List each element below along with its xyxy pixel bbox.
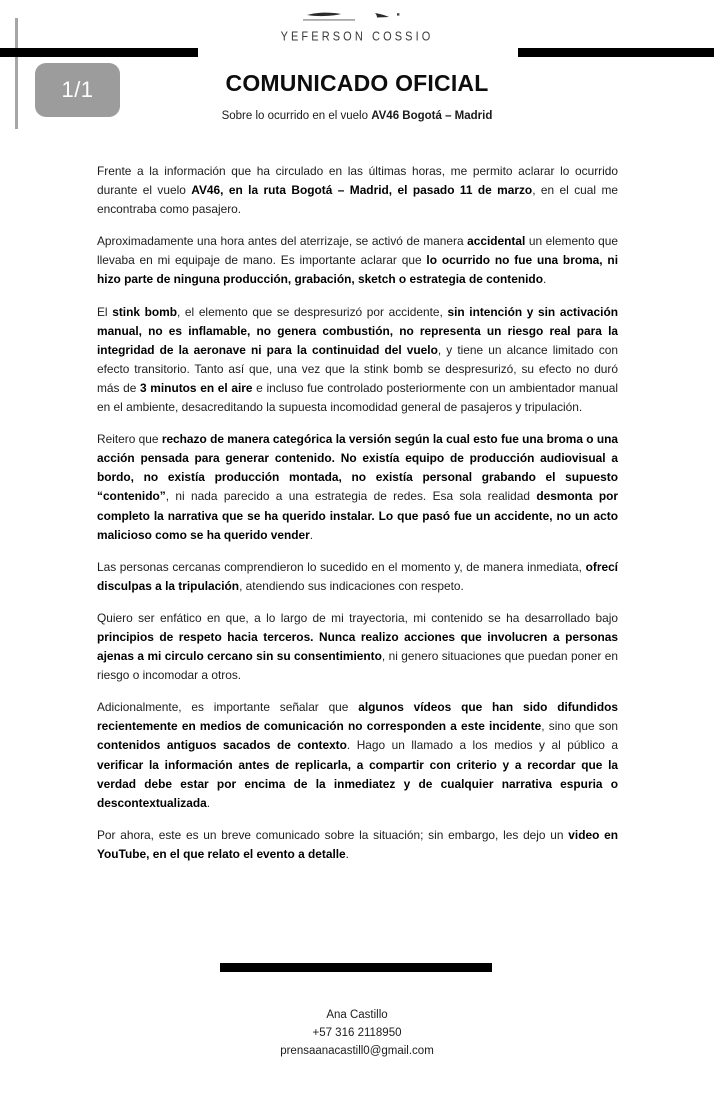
page-title: COMUNICADO OFICIAL xyxy=(225,70,489,96)
text-run: , sino que son xyxy=(541,719,618,734)
body-paragraph-p2 xyxy=(97,232,618,289)
page-number-label: 1/1 xyxy=(61,77,94,102)
emphasis-run: ofrecí disculpas a la tripulación xyxy=(97,559,618,593)
body-paragraph-p5 xyxy=(97,558,618,596)
emphasis-run: accidental xyxy=(467,234,526,249)
page-subtitle xyxy=(0,110,714,122)
footer-bar xyxy=(220,963,492,972)
document-body xyxy=(97,162,618,864)
text-run: Frente a la información que ha circulado en las últimas horas, me permito aclarar lo ocurrido durante el vuelo xyxy=(97,164,618,198)
text-run: , ni genero situaciones que puedan poner en riesgo o incomodar a otros. xyxy=(97,649,618,683)
header-bar-left xyxy=(0,48,198,57)
body-paragraph-p3 xyxy=(97,303,618,418)
text-run: . xyxy=(345,846,349,861)
body-paragraph-p7 xyxy=(97,698,618,813)
text-run: . xyxy=(206,795,211,810)
emphasis-run: lo ocurrido no fue una broma, ni hizo parte de ninguna producción, grabación, sketch o estrategia de contenido xyxy=(97,253,618,287)
text-run: , ni nada parecido a una estrategia de redes. Esa sola realidad xyxy=(165,489,537,504)
text-run: Reitero que xyxy=(97,432,162,447)
emphasis-run: sin intención y sin activación manual, no es inflamable, no genera combustión, no representa un riesgo real para la integridad de la aeronave ni para la continuidad del vuelo xyxy=(97,304,618,357)
text-run: . xyxy=(542,272,547,287)
text-run: Por ahora, este es un breve comunicado sobre la situación; sin embargo, les dejo un xyxy=(97,827,569,842)
emphasis-run: desmonta por completo la narrativa que se ha querido instalar. Lo que pasó fue un accidente, no un acto malicioso como se ha querido vender xyxy=(97,489,618,542)
text-run: , atendiendo sus indicaciones con respeto. xyxy=(239,578,464,593)
subtitle-flight: AV46 Bogotá – Madrid xyxy=(371,110,493,122)
emphasis-run: 3 minutos en el aire xyxy=(140,380,253,395)
contact-phone: +57 316 2118950 xyxy=(312,1027,402,1039)
emphasis-run: contenidos antiguos sacados de contexto xyxy=(97,738,347,753)
header-bar-right xyxy=(518,48,714,57)
emphasis-run: verificar la información antes de replicarla, a compartir con criterio y a recordar que la verdad debe estar por encima de la inmediatez y de cualquier narrativa espuria o descontextualizada xyxy=(97,757,618,810)
signature-mark-icon xyxy=(297,8,417,28)
subtitle-prefix: Sobre lo ocurrido en el vuelo xyxy=(221,110,372,122)
body-paragraph-p1 xyxy=(97,162,618,219)
text-run: Quiero ser enfático en que, a lo largo de mi trayectoria, mi contenido se ha desarrollado bajo xyxy=(97,610,618,625)
text-run: . xyxy=(309,527,314,542)
text-run: , en el cual me encontraba como pasajero. xyxy=(97,183,618,217)
body-paragraph-p8 xyxy=(97,826,618,864)
emphasis-run: algunos vídeos que han sido difundidos recientemente en medios de comunicación no corresponden a este incidente xyxy=(97,700,618,734)
brand-name: YEFERSON COSSIO xyxy=(280,30,434,45)
emphasis-run: principios de respeto hacia terceros. Nunca realizo acciones que involucren a personas ajenas a mi circulo cercano sin su consentimiento xyxy=(97,629,618,664)
text-run: e incluso fue controlado posteriormente con un ambientador manual en el ambiente, desacreditando la supuesta incomodidad general de pasajeros y tripulación. xyxy=(97,380,618,415)
text-run: , y tiene un alcance limitado con efecto transitorio. Tanto así que, una vez que la stink bomb se despresurizó, su efecto no duró más de xyxy=(97,342,618,395)
text-run: . Hago un llamado a los medios y al público a xyxy=(346,738,618,753)
body-paragraph-p6 xyxy=(97,609,618,685)
emphasis-run: AV46, en la ruta Bogotá – Madrid, el pasado 11 de marzo xyxy=(191,183,533,198)
text-run: , el elemento que se despresurizó por accidente, xyxy=(176,304,448,319)
text-run: Las personas cercanas comprendieron lo sucedido en el momento y, de manera inmediata, xyxy=(97,559,586,574)
text-run: un elemento que llevaba en mi equipaje de mano. Es importante aclarar que xyxy=(97,234,618,268)
text-run: Aproximadamente una hora antes del aterrizaje, se activó de manera xyxy=(97,234,468,249)
text-run: Adicionalmente, es importante señalar que xyxy=(97,700,359,715)
text-run: El xyxy=(97,304,113,319)
contact-email: prensaanacastill0@gmail.com xyxy=(280,1045,434,1057)
emphasis-run: rechazo de manera categórica la versión según la cual esto fue una broma o una acción pensada para generar contenido. No existía equipo de producción audiovisual a bordo, no existía producción montada, no existía personal grabando el supuesto “contenido” xyxy=(97,432,618,504)
emphasis-run: stink bomb xyxy=(112,304,177,319)
brand-block xyxy=(0,8,714,45)
emphasis-run: video en YouTube, en el que relato el evento a detalle xyxy=(97,827,618,861)
footer-contact-block xyxy=(0,1006,714,1060)
body-paragraph-p4 xyxy=(97,430,618,545)
contact-name: Ana Castillo xyxy=(326,1009,388,1021)
